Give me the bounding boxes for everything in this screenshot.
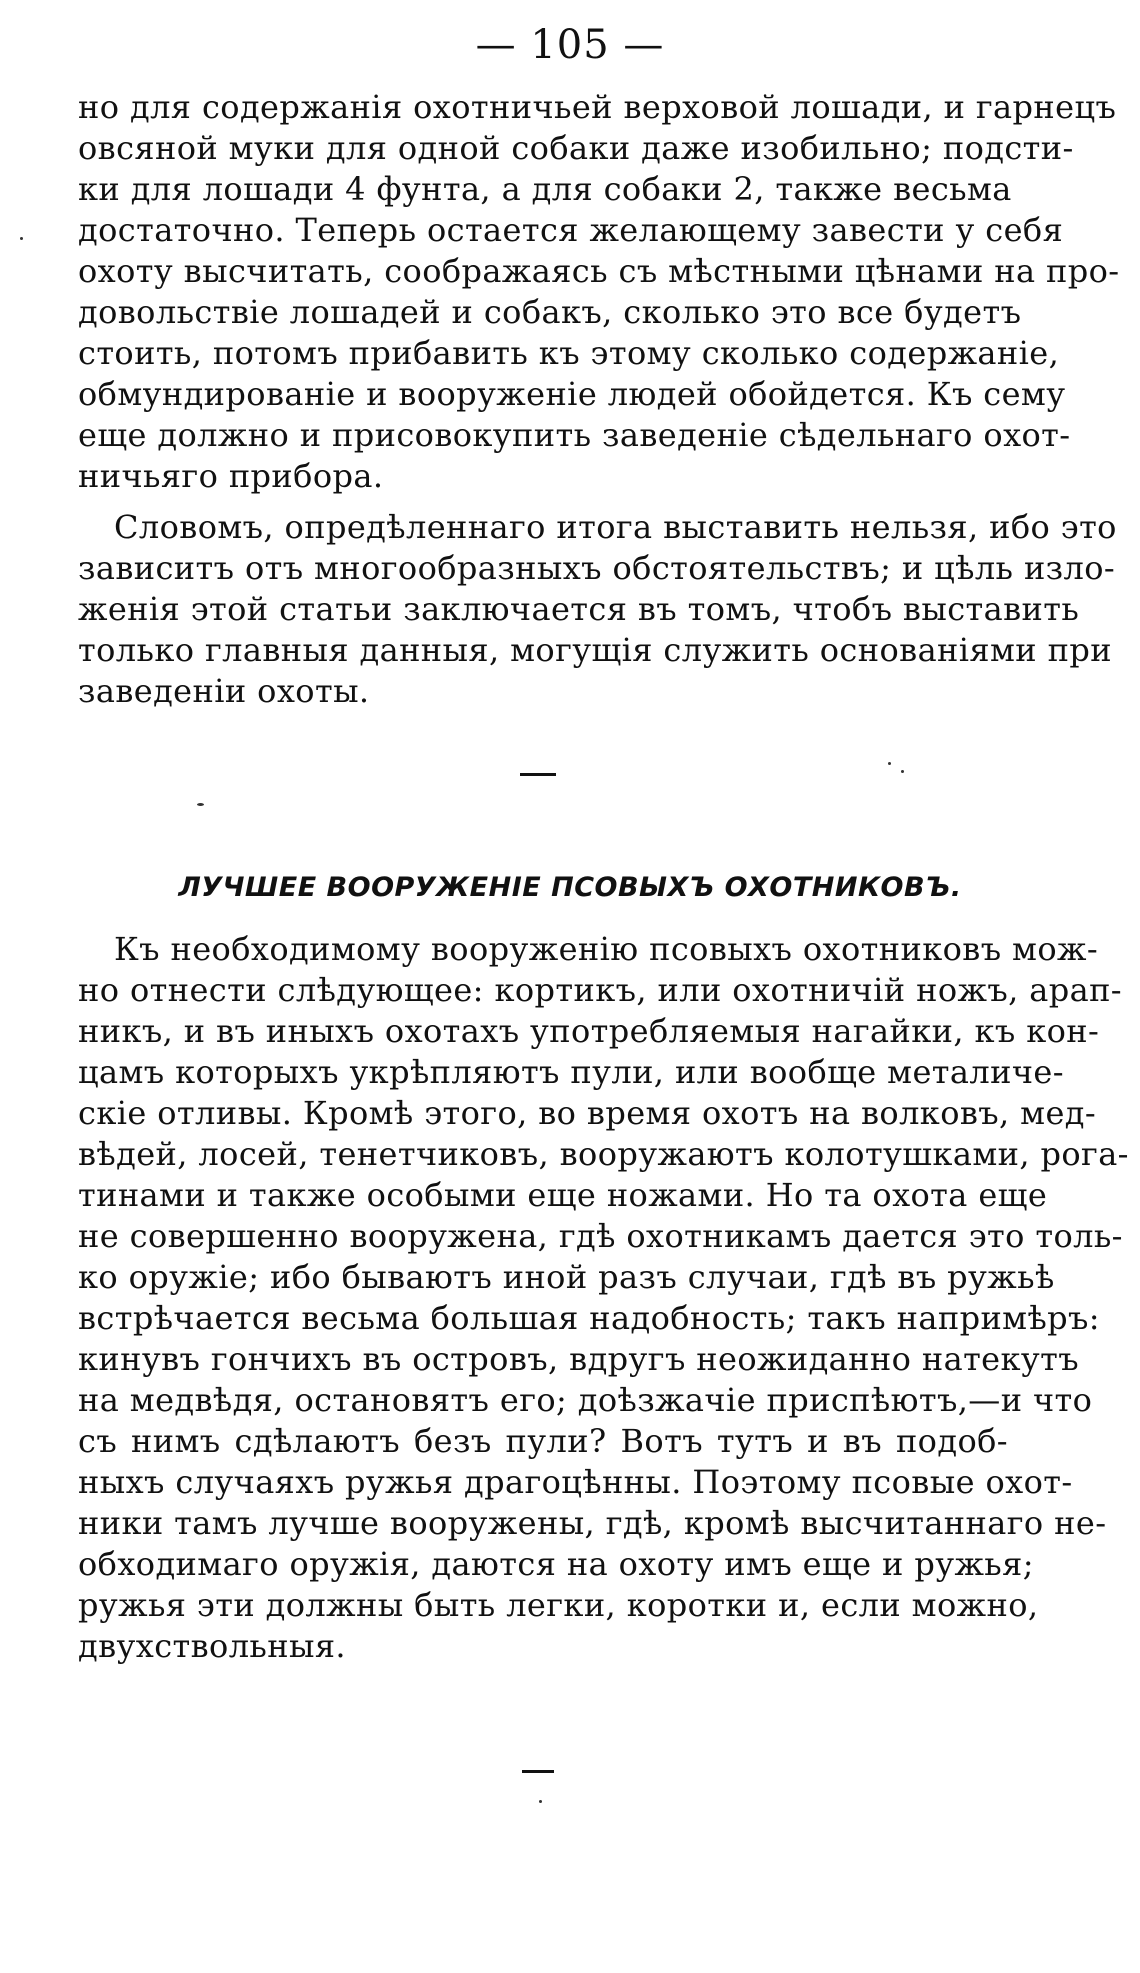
text-line: женія этой статьи заключается въ томъ, чтобъ выставить bbox=[78, 590, 1080, 628]
text-line: обходимаго оружія, даются на охоту имъ еще и ружья; bbox=[78, 1545, 1034, 1583]
paragraph-3 bbox=[78, 929, 1129, 1667]
print-speck bbox=[888, 762, 891, 765]
paragraph-2 bbox=[78, 507, 1117, 712]
text-line: но отнести слѣдующее: кортикъ, или охотничій ножъ, арап- bbox=[78, 971, 1123, 1009]
page-number: — 105 — bbox=[475, 22, 665, 68]
print-speck bbox=[901, 770, 904, 773]
text-line: вѣдей, лосей, тенетчиковъ, вооружаютъ колотушками, рога- bbox=[78, 1135, 1129, 1173]
text-line: обмундированіе и вооруженіе людей обойдется. Къ сему bbox=[78, 375, 1066, 413]
text-line: Къ необходимому вооруженію псовыхъ охотниковъ мож- bbox=[114, 930, 1099, 968]
text-line: но для содержанія охотничьей верховой лошади, и гарнецъ bbox=[78, 88, 1117, 126]
text-line: ничьяго прибора. bbox=[78, 457, 384, 495]
text-line: кинувъ гончихъ въ островъ, вдругъ неожиданно натекутъ bbox=[78, 1340, 1079, 1378]
text-line: не совершенно вооружена, гдѣ охотникамъ дается это толь- bbox=[78, 1217, 1123, 1255]
text-line: никъ, и въ иныхъ охотахъ употребляемыя нагайки, къ кон- bbox=[78, 1012, 1100, 1050]
section-divider bbox=[522, 1770, 554, 1773]
text-line: достаточно. Теперь остается желающему завести у себя bbox=[78, 211, 1064, 249]
text-line: на медвѣдя, остановятъ его; доѣзжачіе приспѣютъ,—и что bbox=[78, 1381, 1093, 1419]
text-line: стоить, потомъ прибавить къ этому сколько содержаніе, bbox=[78, 334, 1060, 372]
text-line: съ нимъ сдѣлаютъ безъ пули? Вотъ тутъ и въ подоб- bbox=[78, 1422, 1008, 1460]
text-line: довольствіе лошадей и собакъ, сколько это все будетъ bbox=[78, 293, 1022, 331]
text-line: цамъ которыхъ укрѣпляютъ пули, или вообще металиче- bbox=[78, 1053, 1064, 1091]
text-line: тинами и также особыми еще ножами. Но та охота еще bbox=[78, 1176, 1048, 1214]
section-divider bbox=[520, 773, 556, 776]
print-speck bbox=[20, 237, 23, 240]
text-line: скіе отливы. Кромѣ этого, во время охотъ на волковъ, мед- bbox=[78, 1094, 1097, 1132]
print-speck bbox=[539, 1800, 542, 1803]
print-speck bbox=[197, 803, 204, 806]
section-heading: ЛУЧШЕЕ ВООРУЖЕНІЕ ПСОВЫХЪ ОХОТНИКОВЪ. bbox=[178, 872, 962, 903]
text-line: ники тамъ лучше вооружены, гдѣ, кромѣ высчитаннаго не- bbox=[78, 1504, 1107, 1542]
text-line: ныхъ случаяхъ ружья драгоцѣнны. Поэтому псовые охот- bbox=[78, 1463, 1073, 1501]
paragraph-1 bbox=[78, 87, 1120, 497]
text-line: охоту высчитать, соображаясь съ мѣстными цѣнами на про- bbox=[78, 252, 1120, 290]
text-line: овсяной муки для одной собаки даже изобильно; подсти- bbox=[78, 129, 1074, 167]
text-line: еще должно и присовокупить заведеніе сѣдельнаго охот- bbox=[78, 416, 1071, 454]
text-line: ко оружіе; ибо бываютъ иной разъ случаи, гдѣ въ ружьѣ bbox=[78, 1258, 1055, 1296]
text-line: Словомъ, опредѣленнаго итога выставить нельзя, ибо это bbox=[114, 508, 1117, 546]
text-line: встрѣчается весьма большая надобность; такъ напримѣръ: bbox=[78, 1299, 1100, 1337]
text-line: заведеніи охоты. bbox=[78, 672, 370, 710]
text-line: только главныя данныя, могущія служить основаніями при bbox=[78, 631, 1112, 669]
text-line: ки для лошади 4 фунта, а для собаки 2, также весьма bbox=[78, 170, 1012, 208]
text-line: ружья эти должны быть легки, коротки и, если можно, bbox=[78, 1586, 1039, 1624]
text-line: зависитъ отъ многообразныхъ обстоятельствъ; и цѣль изло- bbox=[78, 549, 1116, 587]
text-line: двухствольныя. bbox=[78, 1627, 347, 1665]
